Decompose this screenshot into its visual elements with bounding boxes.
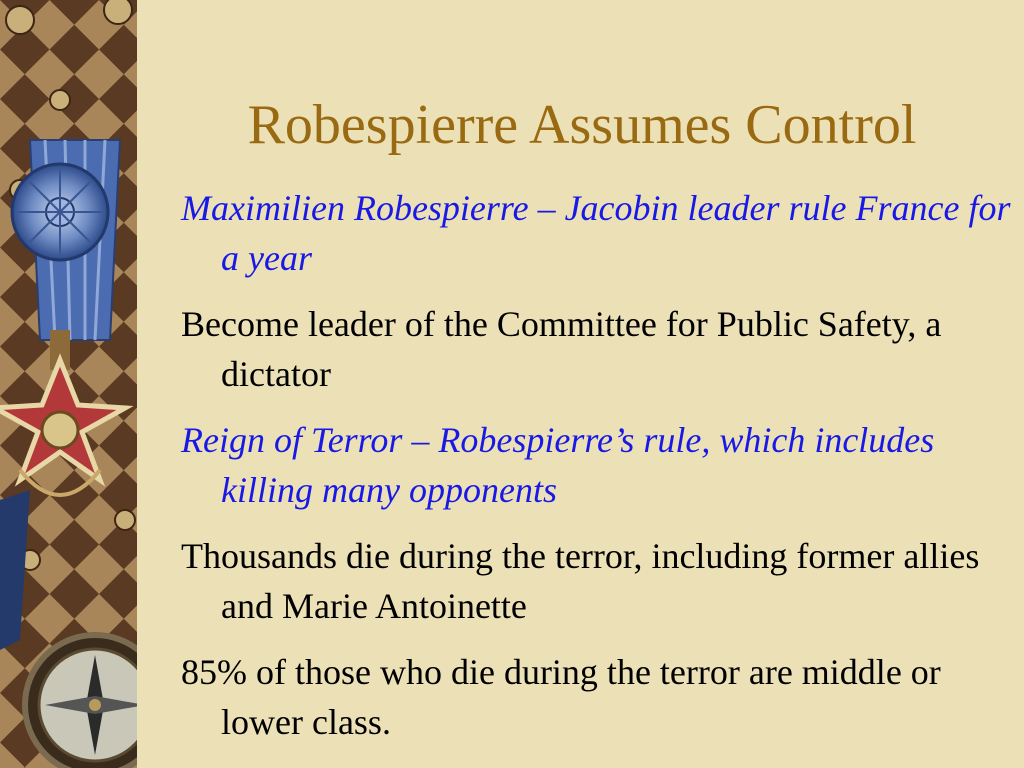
collage-image bbox=[0, 0, 137, 768]
bullet-item-class-statistic: 85% of those who die during the terror are middle or lower class. bbox=[181, 652, 941, 742]
bullet-item-thousands-die: Thousands die during the terror, including former allies and Marie Antoinette bbox=[181, 536, 980, 626]
slide-title: Robespierre Assumes Control bbox=[247, 94, 917, 156]
bullet-item-jacobin-leader: Maximilien Robespierre – Jacobin leader rule France for a year bbox=[181, 188, 1011, 278]
bullet-item-reign-of-terror: Reign of Terror – Robespierre’s rule, which includes killing many opponents bbox=[181, 420, 935, 510]
bullet-list bbox=[181, 183, 1011, 763]
sidebar-collage bbox=[0, 0, 137, 768]
bullet-item-committee: Become leader of the Committee for Public Safety, a dictator bbox=[181, 304, 942, 394]
